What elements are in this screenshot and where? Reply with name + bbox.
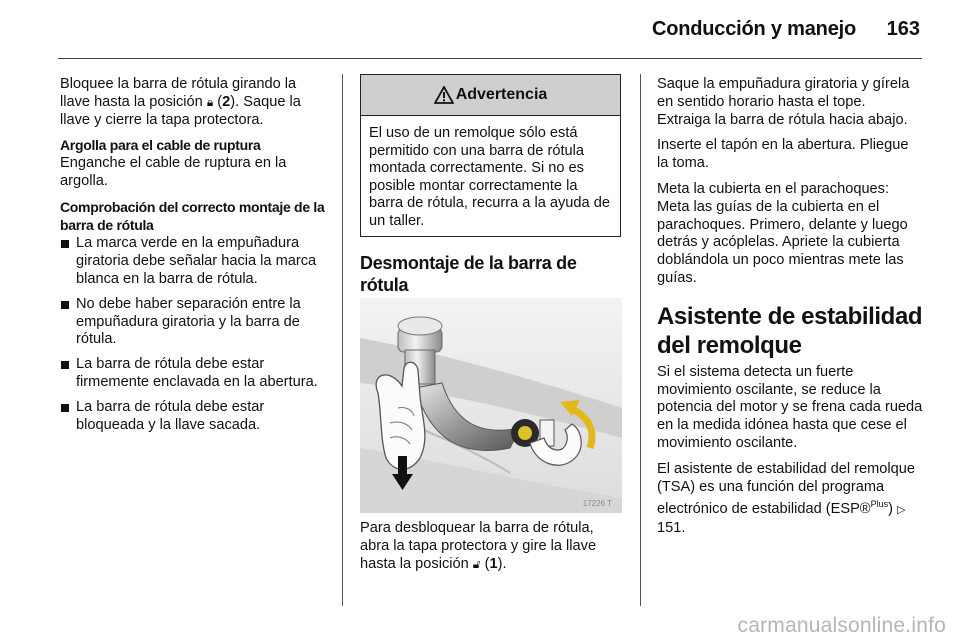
section-heading-check-mounting: Comprobación del correcto montaje de la barra de rótula [60, 198, 325, 233]
page-number: 163 [886, 18, 920, 40]
page-reference-arrow-icon: ▷ [897, 504, 906, 517]
intro-paragraph: Bloquee la barra de rótula girando la llave hasta la posición 🔒︎ (2). Saque la llave y cierre la tapa protectora. [60, 76, 301, 128]
section-heading-tow-eye: Argolla para el cable de ruptura [60, 137, 261, 154]
bullet-square-icon [61, 240, 69, 248]
list-item: La marca verde en la empuñadura giratoria debe señalar hacia la marca blanca en la barra de rótula. [60, 235, 328, 288]
check-list [60, 235, 328, 434]
list-item: La barra de rótula debe estar bloqueada y la llave sacada. [60, 399, 328, 435]
watermark: carmanualsonline.info [737, 614, 946, 637]
warning-box [360, 74, 621, 237]
bullet-square-icon [61, 301, 69, 309]
paragraph: Saque la empuñadura giratoria y gírela en sentido horario hasta el tope. Extraiga la barra de rótula hacia abajo. [657, 76, 910, 128]
list-item: No debe haber separación entre la empuñadura giratoria y la barra de rótula. [60, 296, 328, 349]
right-column [657, 76, 923, 546]
towbar-removal-illustration [360, 298, 622, 513]
page-reference-link[interactable]: 151. [657, 520, 686, 536]
key-locked-icon: 🔒︎ [206, 94, 214, 109]
towbar-illustration [360, 298, 622, 513]
bullet-square-icon [61, 404, 69, 412]
warning-triangle-icon [434, 86, 454, 104]
warning-title: Advertencia [455, 86, 548, 103]
section-heading-removal: Desmontaje de la barra de rótula [360, 253, 577, 295]
page-header-title: Conducción y manejo [651, 18, 856, 40]
header-divider [58, 58, 922, 59]
section-text-tow-eye: Enganche el cable de ruptura en la argolla. [60, 155, 287, 189]
key-unlocked-icon: 🔓︎ [472, 556, 481, 571]
section-heading-tsa: Asistente de estabilidad del remolque [657, 302, 923, 359]
bullet-square-icon [61, 361, 69, 369]
warning-text: El uso de un remolque sólo está permitido con una barra de rótula montada correctamente. Si no es posible montar correctamente la barra de rótula, recurra a la ayuda de un taller. [369, 125, 610, 229]
removal-caption: Para desbloquear la barra de rótula, abra la tapa protectora y gire la llave hasta la posición 🔓︎ (1). [360, 520, 597, 572]
warning-header [361, 75, 620, 116]
paragraph: Inserte el tapón en la abertura. Pliegue la toma. [657, 137, 909, 172]
column-divider-left [342, 74, 343, 606]
column-divider-right [640, 74, 641, 606]
paragraph: Si el sistema detecta un fuerte movimiento oscilante, se reduce la potencia del motor y se frena cada rueda en la medida idónea hasta que cese el movimiento oscilante. [657, 363, 923, 451]
esp-paragraph: El asistente de estabilidad del remolque (TSA) es una función del programa electrónico de estabilidad (ESP®$^{Plus}$) ▷ 151. [657, 460, 915, 536]
figure-code: 17226 T [582, 499, 612, 508]
paragraph: Meta la cubierta en el parachoques: Meta las guías de la cubierta en el parachoques. Primero, delante y luego detrás y acóplelas. Apriete la cubierta doblándola un poco mientras mete las guías. [657, 180, 908, 286]
left-column [60, 76, 328, 441]
list-item: La barra de rótula debe estar firmemente enclavada en la abertura. [60, 356, 328, 392]
